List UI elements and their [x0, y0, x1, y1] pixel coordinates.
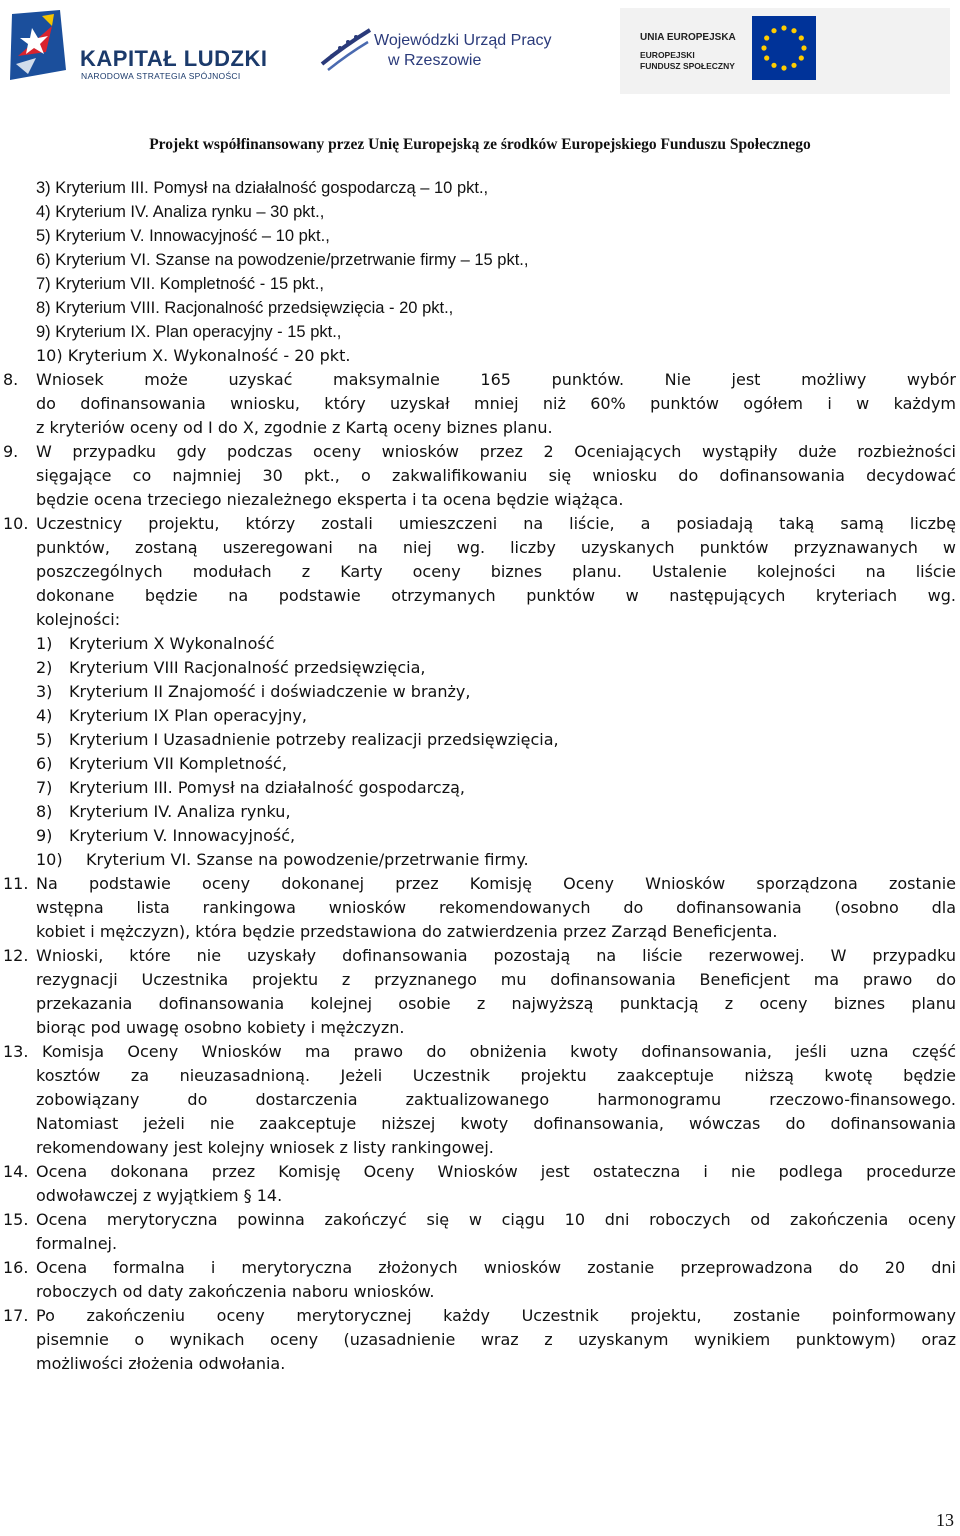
- order-item: Kryterium VI. Szanse na powodzenie/przetrwanie firmy.: [86, 850, 529, 869]
- eu-star-icon: [781, 65, 786, 70]
- paragraph-number: 16.: [3, 1258, 29, 1277]
- paragraph-16-line: roboczych od daty zakończenia naboru wniosków.: [36, 1282, 435, 1301]
- order-number: 10): [36, 850, 63, 869]
- eu-star-icon: [761, 45, 766, 50]
- order-number: 4): [36, 706, 53, 725]
- project-cofinancing-line: Projekt współfinansowany przez Unię Europejską ze środków Europejskiego Funduszu Społecznego: [149, 136, 811, 153]
- criteria-item: 3) Kryterium III. Pomysł na działalność gospodarczą – 10 pkt.,: [36, 179, 489, 197]
- kapital-ludzki-logo: [6, 8, 268, 88]
- paragraph-number: 15.: [3, 1210, 29, 1229]
- kapital-ludzki-subtitle: NARODOWA STRATEGIA SPÓJNOŚCI: [81, 71, 241, 81]
- paragraph-number: 14.: [3, 1162, 29, 1181]
- eu-star-icon: [799, 35, 804, 40]
- eu-star-icon: [771, 63, 776, 68]
- paragraph-number: 17.: [3, 1306, 29, 1325]
- criteria-item: 9) Kryterium IX. Plan operacyjny - 15 pkt.,: [36, 323, 342, 341]
- paragraph-number: 9.: [3, 442, 19, 461]
- order-item: Kryterium VIII Racjonalność przedsięwzięcia,: [69, 658, 426, 677]
- paragraph-13-line: Komisja Oceny Wniosków ma prawo do obniżenia kwoty dofinansowania, jeśli uzna część: [42, 1042, 956, 1061]
- paragraph-13-line: rekomendowany jest kolejny wniosek z listy rankingowej.: [36, 1138, 494, 1157]
- paragraph-11-line: Na podstawie oceny dokonanej przez Komisję Oceny Wniosków sporządzona zostanie: [36, 874, 956, 893]
- paragraph-15-line: formalnej.: [36, 1234, 118, 1253]
- order-number: 7): [36, 778, 53, 797]
- eu-star-icon: [771, 28, 776, 33]
- order-item: Kryterium III. Pomysł na działalność gospodarczą,: [69, 778, 465, 797]
- wup-rzeszow-logo: [318, 14, 598, 84]
- paragraph-17-line: pisemnie o wynikach oceny (uzasadnienie wraz z uzyskanym wynikiem punktowym) oraz: [36, 1330, 956, 1349]
- wup-title-line2: w Rzeszowie: [388, 52, 482, 69]
- order-item: Kryterium VII Kompletność,: [69, 754, 287, 773]
- eu-logo: [620, 8, 960, 98]
- paragraph-12-line: biorąc pod uwagę osobno kobiety i mężczyzn.: [36, 1018, 405, 1037]
- paragraph-13-line: kosztów za nieuzasadnioną. Jeżeli Uczestnik projektu zaakceptuje niższą kwotę będzie: [36, 1066, 956, 1085]
- paragraph-15-line: Ocena merytoryczna powinna zakończyć się w ciągu 10 dni roboczych od zakończenia oceny: [36, 1210, 956, 1229]
- criteria-item: 7) Kryterium VII. Kompletność - 15 pkt.,: [36, 275, 324, 293]
- wup-title-line1: Wojewódzki Urząd Pracy: [374, 32, 552, 49]
- eu-subtitle-line2: FUNDUSZ SPOŁECZNY: [640, 61, 735, 71]
- paragraph-13-line: Natomiast jeżeli nie zaakceptuje niższej kwoty dofinansowania, wówczas do dofinansowania: [36, 1114, 956, 1133]
- eu-star-icon: [791, 28, 796, 33]
- wup-swoosh-icon: [318, 20, 374, 76]
- paragraph-number: 11.: [3, 874, 29, 893]
- eu-subtitle-line1: EUROPEJSKI: [640, 50, 695, 60]
- paragraph-8-line: Wniosek może uzyskać maksymalnie 165 punktów. Nie jest możliwy wybór: [36, 370, 956, 389]
- order-item: Kryterium X Wykonalność: [69, 634, 275, 653]
- kapital-ludzki-emblem-icon: [6, 8, 76, 88]
- paragraph-9-line: będzie ocena trzeciego niezależnego eksperta i ta ocena będzie wiążąca.: [36, 490, 624, 509]
- eu-subtitle: [640, 50, 735, 72]
- paragraph-9-line: sięgające co najmniej 30 pkt., o zakwalifikowaniu się wniosku do dofinansowania decydować: [36, 466, 956, 485]
- criteria-item: 4) Kryterium IV. Analiza rynku – 30 pkt.,: [36, 203, 325, 221]
- paragraph-10-line: punktów, zostaną uszeregowani na niej wg. liczby uzyskanych punktów przyznawanych w: [36, 538, 956, 557]
- paragraph-9-line: W przypadku gdy podczas oceny wniosków przez 2 Oceniających wystąpiły duże rozbieżności: [36, 442, 956, 461]
- order-number: 6): [36, 754, 53, 773]
- paragraph-10-line: Uczestnicy projektu, którzy zostali umieszczeni na liście, a posiadają taką samą liczbę: [36, 514, 956, 533]
- paragraph-14-line: Ocena dokonana przez Komisję Oceny Wniosków jest ostateczna i nie podlega procedurze: [36, 1162, 956, 1181]
- paragraph-12-line: rezygnacji Uczestnika projektu z przyznanego mu dofinansowania Beneficjent ma prawo do: [36, 970, 956, 989]
- page-header: [0, 0, 960, 168]
- paragraph-17-line: Po zakończeniu oceny merytorycznej każdy Uczestnik projektu, zostanie poinformowany: [36, 1306, 956, 1325]
- order-number: 2): [36, 658, 53, 677]
- eu-star-icon: [764, 35, 769, 40]
- eu-star-icon: [791, 63, 796, 68]
- paragraph-number: 8.: [3, 370, 19, 389]
- order-item: Kryterium V. Innowacyjność,: [69, 826, 296, 845]
- paragraph-number: 10.: [3, 514, 29, 533]
- criteria-item: 5) Kryterium V. Innowacyjność – 10 pkt.,: [36, 227, 330, 245]
- page-number: 13: [936, 1510, 954, 1530]
- criteria-item: 6) Kryterium VI. Szanse na powodzenie/przetrwanie firmy – 15 pkt.,: [36, 251, 529, 269]
- paragraph-13-line: zobowiązany do dostarczenia zaktualizowanego harmonogramu rzeczowo-finansowego.: [36, 1090, 956, 1109]
- paragraph-12-line: Wnioski, które nie uzyskały dofinansowania pozostają na liście rezerwowej. W przypadku: [36, 946, 956, 965]
- paragraph-number: 13.: [3, 1042, 29, 1061]
- order-item: Kryterium IX Plan operacyjny,: [69, 706, 307, 725]
- eu-star-icon: [781, 25, 786, 30]
- paragraph-10-line: dokonane będzie na podstawie otrzymanych punktów w następujących kryteriach wg.: [36, 586, 956, 605]
- order-number: 5): [36, 730, 53, 749]
- paragraph-number: 12.: [3, 946, 29, 965]
- eu-star-icon: [799, 55, 804, 60]
- paragraph-10-line: poszczególnych modułach z Karty oceny biznes planu. Ustalenie kolejności na liście: [36, 562, 956, 581]
- eu-star-icon: [801, 45, 806, 50]
- paragraph-17-line: możliwości złożenia odwołania.: [36, 1354, 286, 1373]
- paragraph-10-line: kolejności:: [36, 610, 121, 629]
- paragraph-8-line: do dofinansowania wniosku, który uzyskał mniej niż 60% punktów ogółem i w każdym: [36, 394, 956, 413]
- paragraph-11-line: wstępna lista rankingowa wniosków rekomendowanych do dofinansowania (osobno dla: [36, 898, 956, 917]
- criteria-item: 10) Kryterium X. Wykonalność - 20 pkt.: [36, 346, 351, 365]
- order-number: 8): [36, 802, 53, 821]
- order-number: 3): [36, 682, 53, 701]
- kapital-ludzki-title: KAPITAŁ LUDZKI: [80, 46, 268, 71]
- order-item: Kryterium I Uzasadnienie potrzeby realizacji przedsięwzięcia,: [69, 730, 559, 749]
- eu-title: UNIA EUROPEJSKA: [640, 32, 736, 43]
- paragraph-16-line: Ocena formalna i merytoryczna złożonych wniosków zostanie przeprowadzona do 20 dni: [36, 1258, 956, 1277]
- paragraph-8-line: z kryteriów oceny od I do X, zgodnie z Kartą oceny biznes planu.: [36, 418, 553, 437]
- eu-flag-icon: [752, 16, 816, 80]
- order-number: 1): [36, 634, 53, 653]
- paragraph-11-line: kobiet i mężczyzn), która będzie przedstawiona do zatwierdzenia przez Zarząd Beneficjenta.: [36, 922, 778, 941]
- order-item: Kryterium IV. Analiza rynku,: [69, 802, 291, 821]
- eu-star-icon: [764, 55, 769, 60]
- paragraph-14-line: odwoławczej z wyjątkiem § 14.: [36, 1186, 283, 1205]
- paragraph-12-line: przekazania dofinansowania kolejnej osobie z najwyższą punktacją z oceny biznes planu: [36, 994, 956, 1013]
- criteria-item: 8) Kryterium VIII. Racjonalność przedsięwzięcia - 20 pkt.,: [36, 299, 454, 317]
- order-number: 9): [36, 826, 53, 845]
- order-item: Kryterium II Znajomość i doświadczenie w branży,: [69, 682, 471, 701]
